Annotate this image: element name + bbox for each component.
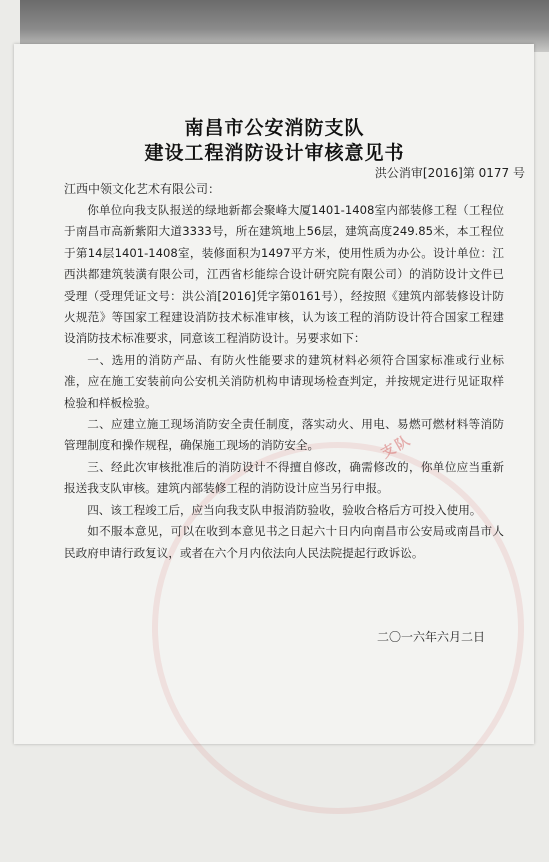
title-line-2: 建设工程消防设计审核意见书 [144, 142, 405, 164]
recipient: 江西中领文化艺术有限公司： [64, 182, 221, 196]
seal-text: 支队 [378, 431, 415, 462]
body-paragraph: 如不服本意见，可以在收到本意见书之日起六十日内向南昌市公安局或南昌市人民政府申请行政复议，或者在六个月内依法向人民法院提起行政诉讼。 [64, 524, 504, 560]
body-paragraph: 一、选用的消防产品、有防火性能要求的建筑材料必须符合国家标准或行业标准，应在施工安装前向公安机关消防机构申请现场检查判定，并按规定进行见证取样检验和样板检验。 [64, 352, 504, 410]
body-paragraph: 你单位向我支队报送的绿地新都会聚峰大厦1401-1408室内部装修工程（工程位于南昌市高新紫阳大道3333号，所在建筑地上56层，建筑高度249.85米，本工程位于第14层1401-1408室，装修面积为1497平方米，使用性质为办公。设计单位：江西洪都建筑装潢有限公司，江西省杉能综合设计研究院有限公司）的消防设计文件已受理（受理凭证文号：洪公消[2016]凭字第0161号），经按照《建筑内部装修设计防火规范》等国家工程建设消防技术标准审核，认为该工程的消防设计符合国家工程建设消防技术标准要求，同意该工程消防设计。另要求如下： [64, 203, 504, 346]
body-paragraph: 四、该工程竣工后，应当向我支队申报消防验收，验收合格后方可投入使用。 [87, 502, 482, 517]
document-body [64, 200, 504, 564]
body-paragraph: 三、经此次审核批准后的消防设计不得擅自修改，确需修改的，你单位应当重新报送我支队审核。建筑内部装修工程的消防设计应当另行申报。 [64, 459, 504, 496]
issue-date: 二〇一六年六月二日 [376, 630, 485, 644]
body-paragraph: 二、应建立施工现场消防安全责任制度，落实动火、用电、易燃可燃材料等消防管理制度和操作规程，确保施工现场的消防安全。 [64, 417, 504, 453]
document-number: 洪公消审[2016]第 0177 号 [374, 166, 525, 180]
title-line-1: 南昌市公安消防支队 [184, 117, 365, 139]
